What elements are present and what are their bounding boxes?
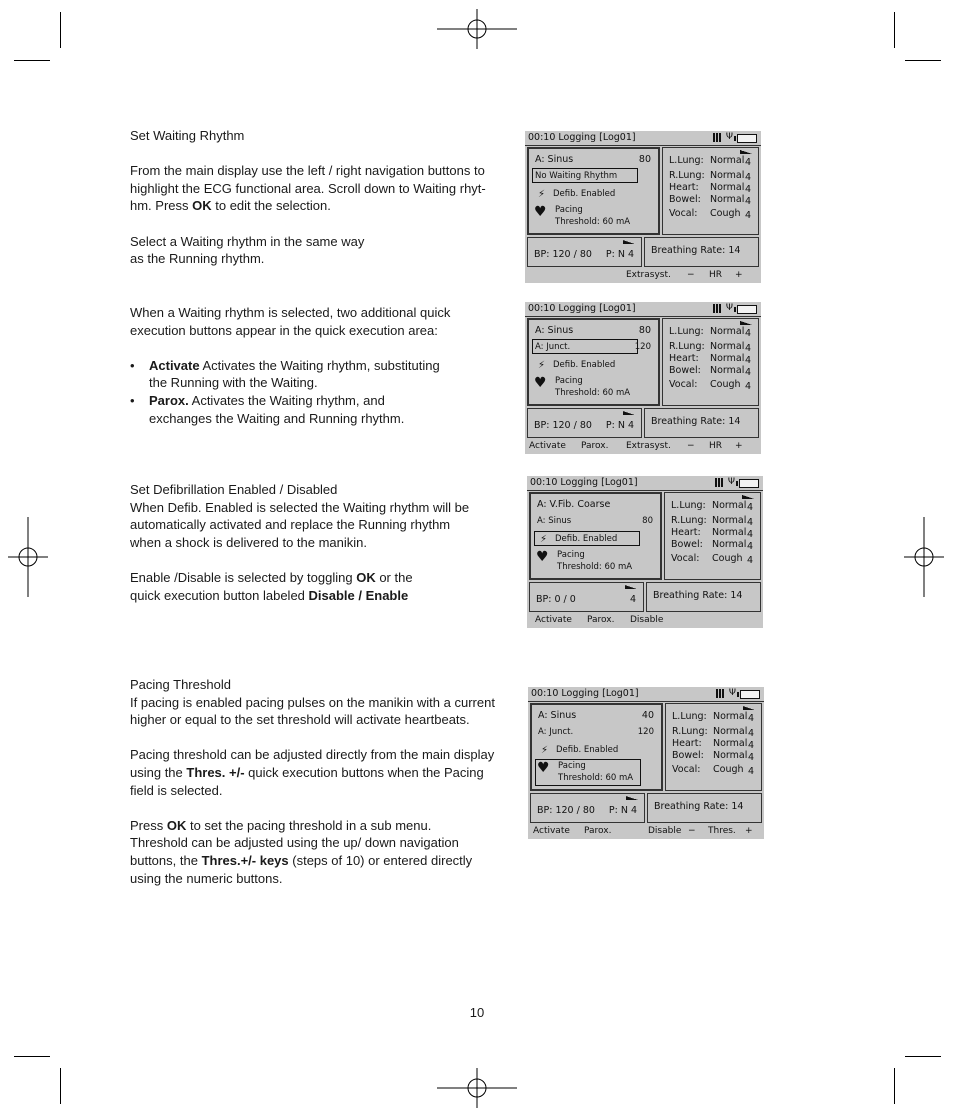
status-bar [527,476,763,491]
section-heading: Pacing Threshold [130,677,231,692]
running-rhythm: A: Sinus [535,325,574,336]
sound-label: Heart: [669,182,699,193]
quick-execution-bar [528,825,764,839]
ok-key: OK [356,569,376,585]
bullet-list [130,357,450,427]
breathing-rate: Breathing Rate: 14 [654,801,744,812]
sound-label: Bowel: [672,750,704,761]
device-screen [525,131,761,283]
section-quick-buttons [130,304,500,427]
lightning-icon: ⚡ [541,745,549,756]
sound-value: Normal [713,750,748,761]
text: (steps of 10) or entered directly using the numeric buttons. [130,852,473,886]
sound-level: 4 [746,502,753,513]
selection-highlight [534,531,640,546]
paragraph [130,569,440,604]
paragraph: When a Waiting rhythm is selected, two additional quick execution buttons appear in the quick execution area: [130,305,451,338]
sound-level: 4 [744,210,751,221]
device-screen [527,476,763,628]
sound-level: 4 [746,517,753,528]
sound-value: Normal [710,353,745,364]
quick-button[interactable]: + [745,826,753,836]
waiting-rhythm[interactable]: No Waiting Rhythm [535,171,618,181]
registration-mark [437,1068,517,1108]
waiting-rhythm-rate: 120 [634,342,651,352]
waiting-rhythm-rate: 120 [637,727,654,737]
status-bar [525,302,761,317]
thres-keys: Thres.+/- keys [201,852,289,868]
sound-label: R.Lung: [669,170,705,181]
log-title: 00:10 Logging [Log01] [530,477,638,488]
pulse-value: 4 [629,594,636,605]
selection-highlight [532,339,638,354]
waiting-rhythm[interactable]: A: Junct. [535,342,571,352]
device-screen [525,302,761,454]
sound-label: L.Lung: [672,711,707,722]
quick-button[interactable]: Thres. [708,826,736,836]
sounds-panel[interactable] [662,147,759,235]
defib-enabled[interactable]: Defib. Enabled [556,745,619,755]
heart-pacing-icon: ♥ [534,204,547,220]
section-heading: Set Defibrillation Enabled / Disabled [130,482,338,497]
blood-pressure: BP: 120 / 80 [537,805,595,816]
crop-mark [894,12,895,48]
breathing-rate: Breathing Rate: 14 [651,416,741,427]
blood-pressure: BP: 0 / 0 [536,594,576,605]
sound-value: Normal [713,726,748,737]
sound-value: Normal [710,326,745,337]
quick-button[interactable]: Extrasyst. [626,270,671,280]
sound-level: 4 [744,172,751,183]
waiting-rhythm[interactable]: A: Junct. [538,727,574,737]
pacing-label[interactable]: Pacing [558,761,586,771]
ok-key: OK [192,198,212,214]
sound-value: Normal [710,155,745,166]
paragraph [130,162,500,215]
pacing-label[interactable]: Pacing [555,205,583,215]
sound-label: Heart: [669,353,699,364]
breathing-rate: Breathing Rate: 14 [653,590,743,601]
sound-level: 4 [744,184,751,195]
signal-icon [625,585,637,589]
pacing-label[interactable]: Pacing [557,550,585,560]
sound-level: 4 [747,740,754,751]
text: From the main display use the left / right navigation buttons to highlight the ECG functional area. Scroll down to Waiting rhyt-hm. Press [130,163,486,214]
log-title: 00:10 Logging [Log01] [528,132,636,143]
log-title: 00:10 Logging [Log01] [531,688,639,699]
battery-icon [739,479,759,488]
heart-pacing-icon: ♥ [537,760,550,776]
registration-mark [904,517,944,597]
sound-value: Normal [710,341,745,352]
selection-highlight [535,759,641,786]
quick-button[interactable]: Activate [535,615,572,625]
text: Pacing threshold can be adjusted directly from the main display using the [130,747,495,780]
sound-value: Cough [713,764,744,775]
registration-mark [8,517,48,597]
sound-level: 4 [746,529,753,540]
lightning-icon: ⚡ [538,360,546,371]
sound-value: Normal [710,194,745,205]
quick-button[interactable]: Extrasyst. [626,441,671,451]
crop-mark [14,60,50,61]
sound-value: Normal [713,711,748,722]
section-waiting-rhythm [130,127,500,285]
quick-button[interactable]: Parox. [587,615,615,625]
crop-mark [894,1068,895,1104]
sound-value: Normal [710,182,745,193]
text: to edit the selection. [211,198,331,214]
page-number: 10 [469,1005,485,1020]
defib-enabled[interactable]: Defib. Enabled [555,534,618,544]
sound-label: Bowel: [669,365,701,376]
quick-button[interactable]: Disable [630,615,664,625]
sound-level: 4 [744,367,751,378]
lightning-icon: ⚡ [538,189,546,200]
bp-panel[interactable] [530,793,645,823]
selection-highlight [532,168,638,183]
section-pacing-threshold [130,676,500,887]
sounds-panel[interactable] [665,703,762,791]
sound-label: R.Lung: [672,726,708,737]
quick-button[interactable]: Disable [648,826,682,836]
sound-value: Cough [710,379,741,390]
sound-level: 4 [747,728,754,739]
heart-pacing-icon: ♥ [534,375,547,391]
crop-mark [60,12,61,48]
sound-label: Bowel: [671,539,703,550]
quick-button[interactable]: HR [709,441,723,451]
pulse-value: P: N 4 [605,420,634,431]
signal-icon [743,706,755,710]
sound-label: L.Lung: [669,326,704,337]
text: Activates the Waiting rhythm, and exchanges the Waiting and Running rhythm. [149,392,405,426]
text: Activates the Waiting rhythm, substituting the Running with the Waiting. [149,357,440,391]
paragraph: If pacing is enabled pacing pulses on the manikin with a current higher or equal to the set threshold will activate heartbeats. [130,694,495,728]
sound-level: 4 [744,157,751,168]
sound-value: Normal [712,527,747,538]
status-bar [525,131,761,146]
defib-enabled[interactable]: Defib. Enabled [553,189,616,199]
breathing-panel[interactable] [646,582,761,612]
signal-icon [626,796,638,800]
sound-level: 4 [747,752,754,763]
breathing-panel[interactable] [644,237,759,267]
pulse-value: P: N 4 [605,249,634,260]
quick-button[interactable]: − [687,270,695,280]
battery-icon [737,134,757,143]
signal-bars-icon [713,133,721,142]
device-screen [528,687,764,839]
lightning-icon: ⚡ [540,534,548,545]
sound-level: 4 [744,328,751,339]
quick-button[interactable]: Activate [533,826,570,836]
heart-pacing-icon: ♥ [536,549,549,565]
crop-mark [905,60,941,61]
bp-panel[interactable] [527,237,642,267]
text: Enable /Disable is selected by toggling [130,569,357,585]
crop-mark [60,1068,61,1104]
ok-key: OK [166,817,187,833]
sound-label: Bowel: [669,194,701,205]
ecg-panel[interactable] [530,703,663,791]
pacing-threshold: Threshold: 60 mA [555,217,631,227]
paragraph: When Defib. Enabled is selected the Waiting rhythm will be automatically activated and replace the Running rhythm when a shock is delivered to the manikin. [130,499,470,550]
disable-enable-key: Disable / Enable [308,587,409,603]
quick-execution-bar [525,269,761,283]
bp-panel[interactable] [527,408,642,438]
sound-label: R.Lung: [669,341,705,352]
running-rhythm-rate: 40 [641,710,654,721]
quick-execution-bar [525,440,761,454]
sound-value: Normal [712,515,747,526]
defib-enabled[interactable]: Defib. Enabled [553,360,616,370]
sound-label: Heart: [672,738,702,749]
sound-level: 4 [746,541,753,552]
quick-button[interactable]: Parox. [581,441,609,451]
pacing-threshold: Threshold: 60 mA [558,773,634,783]
sound-value: Cough [712,553,743,564]
section-heading: Set Waiting Rhythm [130,128,245,143]
sound-value: Normal [710,170,745,181]
quick-button[interactable]: HR [709,270,723,280]
breathing-rate: Breathing Rate: 14 [651,245,741,256]
text: or the quick execution button labeled [130,569,413,603]
section-defibrillation [130,481,500,622]
antenna-icon: Ψ [725,132,733,142]
sound-label: Heart: [671,527,701,538]
crop-mark [14,1056,50,1057]
pacing-threshold: Threshold: 60 mA [555,388,631,398]
antenna-icon: Ψ [728,688,736,698]
thres-key: Thres. +/- [186,764,245,780]
sound-value: Normal [712,539,747,550]
activate-key: Activate [149,357,200,373]
quick-button[interactable]: − [687,441,695,451]
bp-panel[interactable] [529,582,644,612]
blood-pressure: BP: 120 / 80 [534,249,592,260]
quick-button[interactable]: − [688,826,696,836]
text: to set the pacing threshold in a sub menu. Threshold can be adjusted using the up/ down navigation buttons, the [130,817,459,868]
sound-level: 4 [744,381,751,392]
sounds-panel[interactable] [664,492,761,580]
waiting-rhythm[interactable]: A: Sinus [537,516,572,526]
signal-bars-icon [713,304,721,313]
sound-value: Normal [713,738,748,749]
waiting-rhythm-rate: 80 [642,516,653,526]
sound-level: 4 [744,196,751,207]
pacing-label[interactable]: Pacing [555,376,583,386]
text: Press [130,817,167,833]
signal-icon [623,411,635,415]
battery-icon [737,305,757,314]
pacing-threshold: Threshold: 60 mA [557,562,633,572]
running-rhythm-rate: 80 [638,154,651,165]
quick-button[interactable]: + [735,270,743,280]
blood-pressure: BP: 120 / 80 [534,420,592,431]
breathing-panel[interactable] [644,408,759,438]
sound-value: Cough [710,208,741,219]
ecg-panel[interactable] [527,147,660,235]
ecg-panel[interactable] [527,318,660,406]
running-rhythm: A: Sinus [538,710,577,721]
crop-mark [905,1056,941,1057]
ecg-panel[interactable] [529,492,662,580]
log-title: 00:10 Logging [Log01] [528,303,636,314]
breathing-panel[interactable] [647,793,762,823]
signal-bars-icon [715,478,723,487]
sound-label: L.Lung: [669,155,704,166]
running-rhythm-rate: 80 [638,325,651,336]
quick-execution-bar [527,614,763,628]
antenna-icon: Ψ [725,303,733,313]
sound-level: 4 [746,555,753,566]
paragraph [130,746,500,799]
paragraph: Select a Waiting rhythm in the same way as the Running rhythm. [130,233,365,267]
sound-label: L.Lung: [671,500,706,511]
signal-icon [742,495,754,499]
quick-button[interactable]: Activate [529,441,566,451]
parox-key: Parox. [149,392,189,408]
sound-label: Vocal: [669,379,698,390]
sound-level: 4 [747,766,754,777]
signal-bars-icon [716,689,724,698]
sound-level: 4 [744,343,751,354]
running-rhythm: A: Sinus [535,154,574,165]
sound-level: 4 [747,713,754,724]
signal-icon [740,321,752,325]
sound-value: Normal [710,365,745,376]
antenna-icon: Ψ [727,477,735,487]
signal-icon [740,150,752,154]
sound-label: R.Lung: [671,515,707,526]
sound-value: Normal [712,500,747,511]
pulse-value: P: N 4 [608,805,637,816]
list-item [130,357,450,392]
sound-level: 4 [744,355,751,366]
registration-mark [437,9,517,49]
text: quick execution buttons when the Pacing field is selected. [130,764,484,798]
running-rhythm: A: V.Fib. Coarse [537,499,611,510]
status-bar [528,687,764,702]
sound-label: Vocal: [669,208,698,219]
sound-label: Vocal: [671,553,700,564]
list-item [130,392,450,427]
sound-label: Vocal: [672,764,701,775]
quick-button[interactable]: Parox. [584,826,612,836]
quick-button[interactable]: + [735,441,743,451]
sounds-panel[interactable] [662,318,759,406]
battery-icon [740,690,760,699]
signal-icon [623,240,635,244]
paragraph [130,817,485,887]
